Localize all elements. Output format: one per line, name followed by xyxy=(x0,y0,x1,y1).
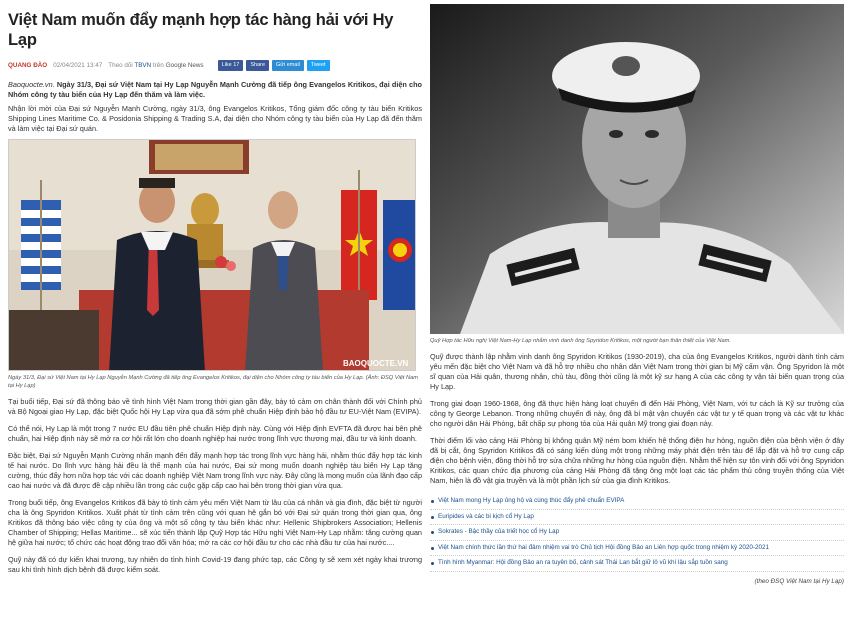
article-source: (theo ĐSQ Việt Nam tại Hy Lạp) xyxy=(754,577,844,585)
tweet-button[interactable]: Tweet xyxy=(307,60,330,71)
photo-watermark: BAOQUOCTE.VN xyxy=(343,359,409,368)
article-lead xyxy=(8,80,422,100)
body-paragraph-3: Đặc biệt, Đại sứ Nguyễn Mạnh Cường nhấn mạnh đến đẩy mạnh hợp tác trong lĩnh vực hàng hải, nhằm thúc đẩy hợp tác kinh tế hai nước. Do lĩnh vực hàng hải đều là thế mạnh của hai nước, Đại sứ mong muốn doanh nghiệp tàu biển Hy Lạp tăng cường, thúc đẩy hơn nữa hợp tác với các doanh nghiệp Việt Nam trong lĩnh vực này. Đây cũng là mong muốn của lãnh đạo cấp cao hai nước và đã được đề cập nhiều lần trong các cuộc gặp cấp cao hai bên trong thời gian vừa qua. xyxy=(8,451,423,490)
facebook-like-button[interactable]: Like 17 xyxy=(218,60,244,71)
publish-date: 02/04/2021 13:47 xyxy=(53,61,103,69)
related-link[interactable]: Euripides và các bi kịch cổ Hy Lạp xyxy=(430,510,844,526)
author-link[interactable]: QUANG ĐÀO xyxy=(8,61,48,69)
right-paragraph-2: Trong giai đoạn 1960-1968, ông đã thực hiện hàng loạt chuyến đi đến Hải Phòng, Việt Nam, với tư cách là Kỹ sư trưởng của công ty George Lebanon. Trong những chuyến đi này, ông đã bí mật vận chuyển các vật tư y tế quan trọng và các vật tư khác cho người dân Hải Phòng, bất chấp sự phong tỏa của Hải quân Mỹ trong giai đoạn này. xyxy=(430,399,844,428)
intro-paragraph: Nhận lời mời của Đại sứ Nguyễn Mạnh Cường, ngày 31/3, ông Evangelos Kritikos, Tổng giám đốc công ty tàu biển Kritikos Shipping Lines Maritime Co. & Posidonia Shipping & Trading S.A, đại diện cho Nhóm công ty tàu biển của Hy Lạp đã đến thăm và làm việc tại Đại sứ quán. xyxy=(8,104,422,133)
related-articles xyxy=(430,494,844,572)
follow-google-news[interactable]: Theo dõi TBVN trên xyxy=(108,61,164,69)
related-link[interactable]: Sokrates - Bậc thầy của triết học cổ Hy Lạp xyxy=(430,525,844,541)
article-meta xyxy=(8,58,422,72)
body-paragraph-1: Tại buổi tiếp, Đại sứ đã thông báo về tình hình Việt Nam trong thời gian gần đây, bày tỏ cảm ơn chân thành đối với Chính phủ và Bộ Ngoại giao Hy Lạp, đặc biệt Quốc hội Hy Lạp vừa qua đã sớm phê chuẩn Hiệp định bảo hộ đầu tư EU-Việt Nam (EVIPA). xyxy=(8,397,422,416)
left-column xyxy=(8,4,422,626)
meeting-photo-caption: Ngày 31/3, Đại sứ Việt Nam tại Hy Lạp Nguyễn Mạnh Cường đã tiếp ông Evangelos Kritikos, đại diện cho Nhóm công ty tàu biển của Hy Lạp. (Ảnh: ĐSQ Việt Nam tại Hy Lạp) xyxy=(8,375,419,389)
facebook-share-button[interactable]: Share xyxy=(246,60,269,71)
body-paragraph-4: Trong buổi tiếp, ông Evangelos Kritikos đã bày tỏ tình cảm yêu mến Việt Nam từ lâu của cá nhân và gia đình, đặc biệt từ người cha là ông Spyridon Kritikos. Xuất phát từ tình cảm trên cũng với quan hệ gắn bó với Đại sứ quán trong thời gian qua, ông Kritikos đã thông báo việc công ty của ông và một số công ty tàu biển khác như: Hellenic Shipbrokers Association; Hellenis Chamber of Shipping; Hellas Maritime... sẽ xúc tiến thành lập Quỹ Hợp tác Hữu nghị Việt Nam-Hy Lạp nhằm: tăng cường quan hệ giữa hai nước; tổ chức các hoạt động trao đổi văn hóa; mở ra các cơ hội đầu tư cho các nhà đầu tư của hai nước.... xyxy=(8,498,422,547)
related-link[interactable]: Việt Nam mong Hy Lạp ủng hộ và cùng thúc đẩy phê chuẩn EVIPA xyxy=(430,494,844,510)
related-link[interactable]: Việt Nam chính thức lần thứ hai đảm nhiệm vai trò Chủ tịch Hội đồng Bảo an Liên hợp quốc trong nhiệm kỳ 2020-2021 xyxy=(430,541,844,557)
lead-source: Baoquocte.vn. xyxy=(8,80,55,89)
article-title: Việt Nam muốn đẩy mạnh hợp tác hàng hải với Hy Lạp xyxy=(8,11,394,49)
body-paragraph-5: Quỹ này đã có dự kiến khai trương, tuy nhiên do tình hình Covid-19 đang phức tạp, các Công ty sẽ xem xét ngày khai trương sau khi tình hình dịch bệnh đã được kiểm soát. xyxy=(8,555,422,574)
right-column xyxy=(430,4,844,626)
portrait-photo xyxy=(430,4,844,334)
lead-summary: Ngày 31/3, Đại sứ Việt Nam tại Hy Lạp Nguyễn Mạnh Cường đã tiếp ông Evangelos Kritikos, đại diện cho Nhóm công ty tàu biển của Hy Lạp đến thăm và làm việc. xyxy=(8,80,423,99)
share-buttons xyxy=(218,60,330,71)
google-news-logo[interactable]: Google News xyxy=(165,61,204,69)
portrait-photo-caption: Quỹ Hợp tác Hữu nghị Việt Nam-Hy Lạp nhằm vinh danh ông Spyridon Kritikos, một người bạn thân thiết của Việt Nam. xyxy=(430,338,731,344)
body-paragraph-2: Có thể nói, Hy Lạp là một trong 7 nước EU đầu tiên phê chuẩn Hiệp định này. Cùng với Hiệp định EVFTA đã được hai bên phê chuẩn, hai Hiệp định này sẽ mở ra cơ hội rất lớn cho doanh nghiệp hai nước trong lĩnh vực thương mại, đầu tư và kinh doanh. xyxy=(8,424,422,443)
portrait-photo-image xyxy=(430,4,844,334)
right-paragraph-1: Quỹ được thành lập nhằm vinh danh ông Spyridon Kritikos (1930-2019), cha của ông Evangelos Kritikos, người dành tình cảm yêu mến đặc biệt cho Việt Nam và đã hỗ trợ nhiều cho nhân dân Việt Nam trong thời gian bị Mỹ cấm vận. Ông Spyridon là một sĩ quan của Hải quân, thương nhân, chủ tàu, đồng thời cũng là một kỹ sư hạng A của các công ty vận tải biển quan trọng của Hy Lạp. xyxy=(430,352,844,391)
meeting-photo-image xyxy=(9,140,416,371)
meeting-photo xyxy=(8,139,416,371)
related-link[interactable]: Tình hình Myanmar: Hội đồng Bảo an ra tuyên bố, cảnh sát Thái Lan bắt giữ lô vũ khí lậu sắp tuồn sang xyxy=(430,556,844,572)
email-share-button[interactable]: Gửi email xyxy=(272,60,304,71)
right-paragraph-3: Thời điểm lối vào cảng Hải Phòng bị không quân Mỹ ném bom khiến hệ thống điện hư hỏng, nguồn điện của bệnh viện ở đây đã bị cắt, ông Spyridon Kritikos đã có sáng kiến dùng một trong những máy phát điện trên tàu để lắp đặt và hỗ trợ cung cấp điện cho bệnh viện, đồng thời hỗ trợ sửa chữa những hư hỏng của nguồn điện. Nhằm thể hiện sự tôn vinh đối với ông Spyridon Kritikos, các quan chức địa phương của cảng Hải Phòng đã tặng ông một loạt các tác phẩm thủ công truyền thống của Việt Nam, hiện là đồ vật gia truyền và là một phần lịch sử của gia đình Kritikos. xyxy=(430,436,844,485)
